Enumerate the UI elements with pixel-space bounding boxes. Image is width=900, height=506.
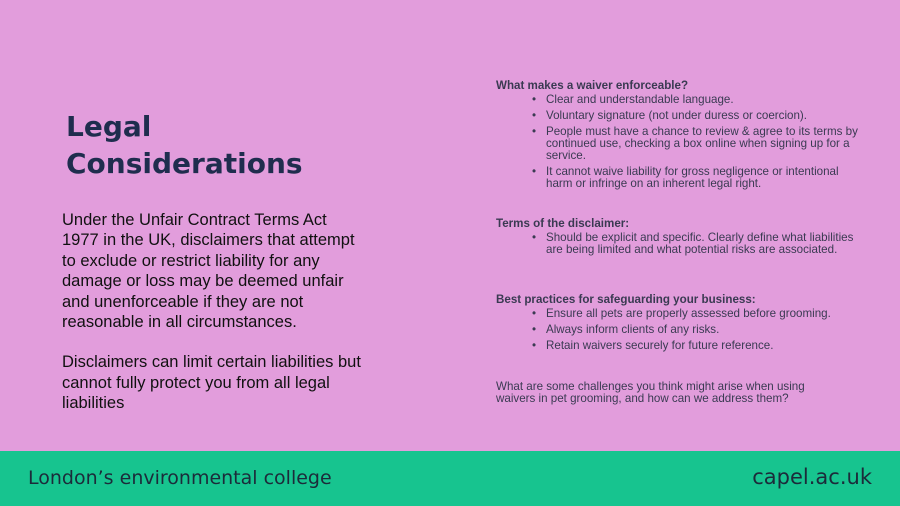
bullet-item: [496, 308, 866, 320]
bullet-item: [496, 324, 866, 336]
bullet-text: It cannot waive liability for gross negligence or intentional harm or infringe on an inherent legal right.: [546, 165, 839, 190]
section-best-practices: [496, 294, 866, 356]
footer-bar: [0, 451, 900, 506]
bullet-text: Ensure all pets are properly assessed before grooming.: [546, 307, 831, 320]
bullet-text: Should be explicit and specific. Clearly define what liabilities are being limited and what potential risks are associated.: [546, 231, 854, 256]
bullet-list: [496, 308, 866, 352]
section-heading: What makes a waiver enforceable?: [496, 79, 689, 92]
bullet-dot-icon: •: [532, 231, 537, 244]
summary-paragraph: Disclaimers can limit certain liabilities but cannot fully protect you from all legal liabilities: [62, 353, 361, 413]
bullet-list: [496, 232, 866, 256]
bullet-dot-icon: •: [532, 339, 537, 352]
bullet-dot-icon: •: [532, 125, 537, 138]
section-heading: Best practices for safeguarding your business:: [496, 293, 756, 306]
slide-title: [66, 108, 386, 182]
bullet-item: [496, 94, 866, 106]
discussion-question: What are some challenges you think might arise when using waivers in pet grooming, and how can we address them?: [496, 380, 805, 405]
bullet-text: People must have a chance to review & agree to its terms by continued use, checking a box online when signing up for a service.: [546, 125, 858, 162]
section-disclaimer-terms: [496, 218, 866, 260]
bullet-list: [496, 94, 866, 190]
slide-title-line: Considerations: [66, 147, 303, 180]
left-body-text: [62, 210, 362, 414]
footer-tagline: London’s environmental college: [28, 467, 332, 489]
bullet-dot-icon: •: [532, 109, 537, 122]
bullet-item: [496, 340, 866, 352]
bullet-item: [496, 166, 866, 190]
bullet-dot-icon: •: [532, 323, 537, 336]
section-enforceable: [496, 80, 866, 194]
bullet-text: Retain waivers securely for future reference.: [546, 339, 774, 352]
bullet-item: [496, 126, 866, 162]
bullet-item: [496, 232, 866, 256]
bullet-dot-icon: •: [532, 165, 537, 178]
bullet-text: Voluntary signature (not under duress or coercion).: [546, 109, 808, 122]
bullet-dot-icon: •: [532, 93, 537, 106]
section-heading: Terms of the disclaimer:: [496, 217, 630, 230]
bullet-dot-icon: •: [532, 307, 537, 320]
bullet-text: Always inform clients of any risks.: [546, 323, 720, 336]
intro-paragraph: Under the Unfair Contract Terms Act 1977 in the UK, disclaimers that attempt to exclude or restrict liability for any damage or loss may be deemed unfair and unenforceable if they are not reasonable in all circumstances.: [62, 211, 355, 332]
bullet-text: Clear and understandable language.: [546, 93, 734, 106]
bullet-item: [496, 110, 866, 122]
slide-title-line: Legal: [66, 110, 152, 143]
footer-website: capel.ac.uk: [752, 465, 872, 489]
